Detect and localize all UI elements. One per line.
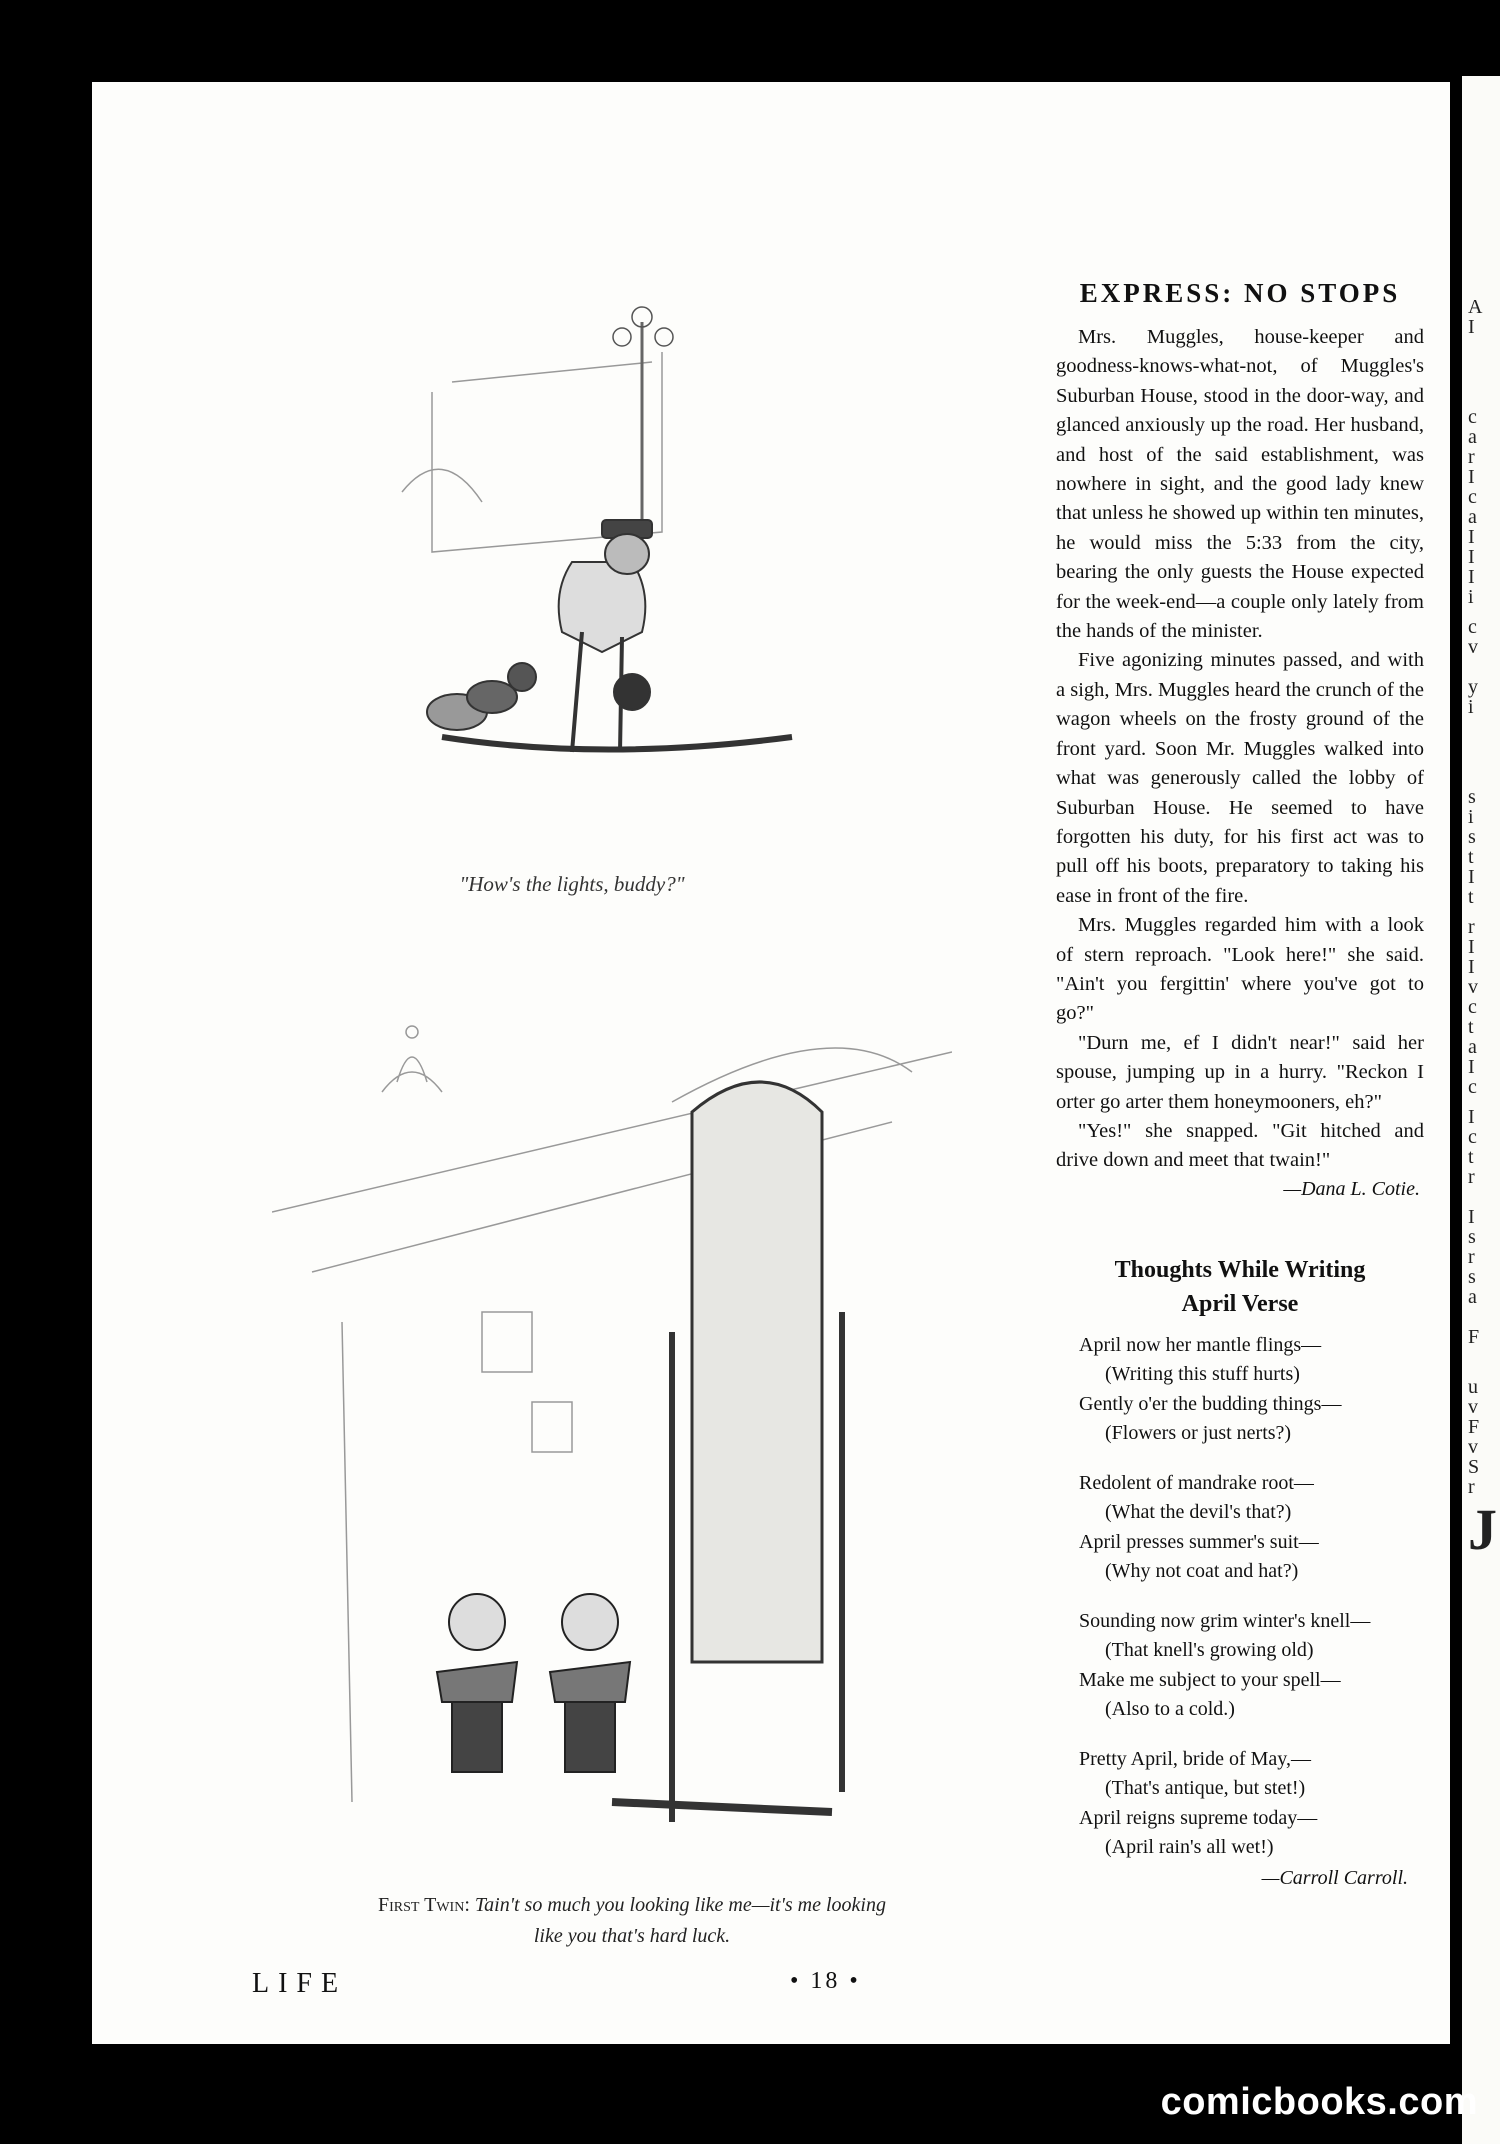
adjacent-page-letter: a bbox=[1468, 506, 1477, 528]
adjacent-page-letter: a bbox=[1468, 426, 1477, 448]
cartoon-doorman-illustration bbox=[302, 292, 842, 812]
adjacent-page-edge bbox=[1462, 76, 1500, 2144]
cartoon2-speaker: First Twin: bbox=[378, 1894, 470, 1916]
poem-line: (Why not coat and hat?) bbox=[1105, 1560, 1299, 1583]
adjacent-page-letter: s bbox=[1468, 1266, 1476, 1288]
site-watermark: comicbooks.com bbox=[1160, 2081, 1478, 2123]
adjacent-page-letter: I bbox=[1468, 566, 1475, 588]
adjacent-page-letter: c bbox=[1468, 996, 1477, 1018]
poem-line: April presses summer's suit— bbox=[1079, 1530, 1319, 1553]
poem-line: Pretty April, bride of May,— bbox=[1079, 1747, 1312, 1770]
adjacent-page-letter: a bbox=[1468, 1286, 1477, 1308]
adjacent-page-letter: r bbox=[1468, 916, 1475, 938]
adjacent-page-letter: A bbox=[1468, 296, 1483, 318]
poem-body bbox=[1079, 1331, 1424, 1863]
adjacent-page-letter: r bbox=[1468, 1246, 1475, 1268]
cartoon2-caption-line1: Tain't so much you looking like me—it's me looking bbox=[474, 1894, 886, 1916]
adjacent-page-letter: I bbox=[1468, 956, 1475, 978]
poem-author: —Carroll Carroll. bbox=[1261, 1866, 1408, 1889]
poem-line: Gently o'er the budding things— bbox=[1079, 1392, 1342, 1415]
adjacent-page-letter: v bbox=[1468, 1396, 1478, 1418]
poem-line: (That knell's growing old) bbox=[1105, 1639, 1314, 1662]
adjacent-page-letter: I bbox=[1468, 526, 1475, 548]
adjacent-page-letter: y bbox=[1468, 676, 1478, 698]
poem-title-line2: April Verse bbox=[1181, 1290, 1299, 1317]
poem-title bbox=[1056, 1253, 1424, 1321]
poem-line: Redolent of mandrake root— bbox=[1079, 1471, 1314, 1494]
adjacent-page-letter: a bbox=[1468, 1036, 1477, 1058]
cartoon2-caption-line2: like you that's hard luck. bbox=[533, 1925, 731, 1947]
adjacent-page-letter: I bbox=[1468, 1206, 1475, 1228]
article-paragraph: "Durn me, ef I didn't near!" said her spouse, jumping up in a hurry. "Reckon I orter go arter them honeymooners, eh?" bbox=[1056, 1031, 1424, 1113]
poem-line: April now her mantle flings— bbox=[1079, 1333, 1322, 1356]
poem-line: Sounding now grim winter's knell— bbox=[1079, 1609, 1371, 1632]
cartoon2-caption bbox=[292, 1890, 972, 1952]
article-title: EXPRESS: NO STOPS bbox=[1079, 278, 1401, 308]
adjacent-page-letter: s bbox=[1468, 786, 1476, 808]
adjacent-page-letter: i bbox=[1468, 696, 1474, 718]
poem-line: (Also to a cold.) bbox=[1105, 1698, 1235, 1721]
article-body bbox=[1056, 323, 1424, 1176]
adjacent-page-letter: v bbox=[1468, 1436, 1478, 1458]
poem-line: (Flowers or just nerts?) bbox=[1105, 1422, 1292, 1445]
adjacent-page-letter: J bbox=[1468, 1497, 1497, 1562]
adjacent-page-letter: r bbox=[1468, 446, 1475, 468]
poem-line: Make me subject to your spell— bbox=[1079, 1668, 1341, 1691]
poem-stanza bbox=[1079, 1331, 1424, 1449]
adjacent-page-letter: i bbox=[1468, 586, 1474, 608]
poem-stanza bbox=[1079, 1607, 1424, 1725]
poem-stanza bbox=[1079, 1469, 1424, 1587]
poem-line: (Writing this stuff hurts) bbox=[1105, 1363, 1300, 1386]
adjacent-page-letter: s bbox=[1468, 826, 1476, 848]
adjacent-page-letter: r bbox=[1468, 1476, 1475, 1498]
adjacent-page-letter: I bbox=[1468, 546, 1475, 568]
poem-line: (That's antique, but stet!) bbox=[1105, 1777, 1306, 1800]
adjacent-page-letter: t bbox=[1468, 1146, 1474, 1168]
adjacent-page-letter: v bbox=[1468, 636, 1478, 658]
adjacent-page-letter: c bbox=[1468, 486, 1477, 508]
adjacent-page-letter: t bbox=[1468, 846, 1474, 868]
article-paragraph: "Yes!" she snapped. "Git hitched and drive down and meet that twain!" bbox=[1056, 1119, 1424, 1172]
adjacent-page-letter: t bbox=[1468, 886, 1474, 908]
magazine-name: LIFE bbox=[252, 1968, 348, 1999]
magazine-page bbox=[92, 82, 1450, 2044]
adjacent-page-letter: c bbox=[1468, 616, 1477, 638]
adjacent-page-letter: u bbox=[1468, 1376, 1478, 1398]
adjacent-page-letter: F bbox=[1468, 1416, 1480, 1438]
text-column bbox=[1056, 278, 1424, 1890]
cartoon-twins-mirror-illustration bbox=[272, 1012, 952, 1862]
adjacent-page-letter: I bbox=[1468, 316, 1475, 338]
adjacent-page-letter: c bbox=[1468, 1076, 1477, 1098]
adjacent-page-letter: c bbox=[1468, 1126, 1477, 1148]
adjacent-page-letter: I bbox=[1468, 866, 1475, 888]
article-paragraph: Mrs. Muggles, house-keeper and goodness-knows-what-not, of Muggles's Suburban House, stood in the door-way, and glanced anxiously up the road. Her husband, and host of the said establishment, was nowhere in sight, and the good lady knew that unless he showed up within ten minutes, he would miss the 5:33 from the city, bearing the only guests the House expected for the week-end—a couple only lately from the hands of the minister. bbox=[1056, 326, 1424, 643]
adjacent-page-letter: c bbox=[1468, 406, 1477, 428]
adjacent-page-letter: s bbox=[1468, 1226, 1476, 1248]
poem-line: (What the devil's that?) bbox=[1105, 1501, 1292, 1524]
adjacent-page-letter: F bbox=[1468, 1326, 1480, 1348]
adjacent-page-letter: v bbox=[1468, 976, 1478, 998]
adjacent-page-letter: i bbox=[1468, 806, 1474, 828]
article-paragraph: Mrs. Muggles regarded him with a look of stern reproach. "Look here!" she said. "Ain't you fergittin' where you've got to go?" bbox=[1056, 914, 1424, 1025]
adjacent-page-letter: I bbox=[1468, 1056, 1475, 1078]
poem-line: (April rain's all wet!) bbox=[1105, 1836, 1274, 1859]
adjacent-page-letter: I bbox=[1468, 466, 1475, 488]
adjacent-page-letter: I bbox=[1468, 1106, 1475, 1128]
poem-title-line1: Thoughts While Writing bbox=[1114, 1256, 1366, 1283]
adjacent-page-letter: I bbox=[1468, 936, 1475, 958]
article-author: —Dana L. Cotie. bbox=[1283, 1177, 1420, 1200]
page-number: • 18 • bbox=[790, 1968, 861, 1994]
poem-line: April reigns supreme today— bbox=[1079, 1806, 1318, 1829]
adjacent-page-letter: r bbox=[1468, 1166, 1475, 1188]
adjacent-page-letter: t bbox=[1468, 1016, 1474, 1038]
cartoon1-caption: "How's the lights, buddy?" bbox=[459, 872, 685, 896]
poem-stanza bbox=[1079, 1745, 1424, 1863]
article-paragraph: Five agonizing minutes passed, and with a sigh, Mrs. Muggles heard the crunch of the wagon wheels on the frosty ground of the front yard. Soon Mr. Muggles walked into what was generously called the lobby of Suburban House. He seemed to have forgotten his duty, for his first act was to pull off his boots, preparatory to taking his ease in front of the fire. bbox=[1056, 649, 1424, 907]
adjacent-page-letter: S bbox=[1468, 1456, 1480, 1478]
